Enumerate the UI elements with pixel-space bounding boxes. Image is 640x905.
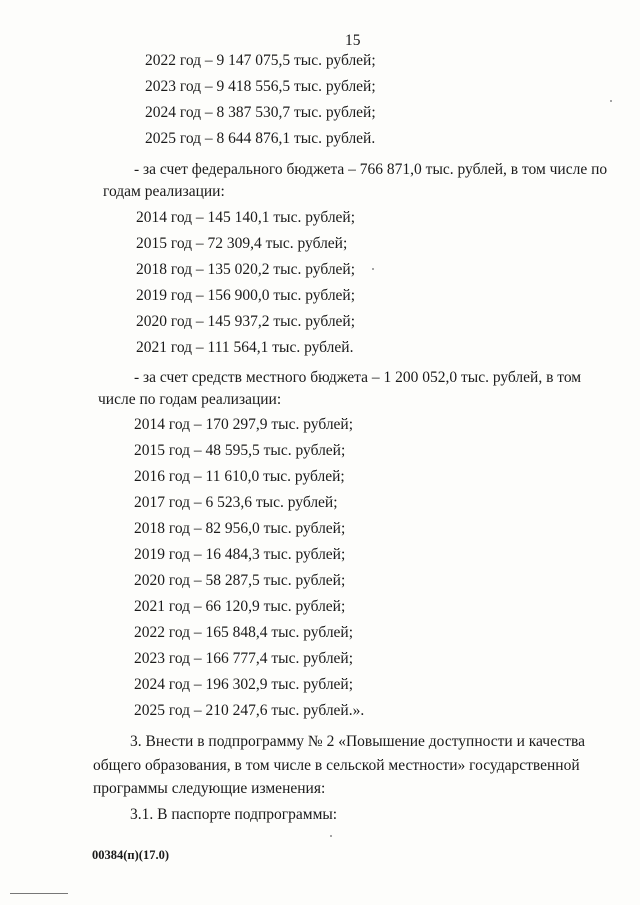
text-line: 2024 год – 8 387 530,7 тыс. рублей; [145, 104, 376, 121]
scan-speck [610, 100, 612, 102]
page-number: 15 [345, 32, 361, 49]
text-line: 2018 год – 135 020,2 тыс. рублей; [136, 261, 356, 278]
text-line: - за счет средств местного бюджета – 1 200 052,0 тыс. рублей, в том [134, 369, 582, 386]
text-line: годам реализации: [103, 183, 225, 200]
text-line: 2021 год – 111 564,1 тыс. рублей. [136, 339, 354, 356]
text-line: 2021 год – 66 120,9 тыс. рублей; [134, 598, 346, 615]
text-line: 2024 год – 196 302,9 тыс. рублей; [134, 676, 354, 693]
text-line: 2023 год – 9 418 556,5 тыс. рублей; [145, 78, 376, 95]
text-line: общего образования, в том числе в сельской местности» государственной [93, 757, 580, 774]
text-line: 2015 год – 72 309,4 тыс. рублей; [136, 235, 348, 252]
text-line: 3.1. В паспорте подпрограммы: [130, 806, 338, 823]
text-line: 2014 год – 170 297,9 тыс. рублей; [134, 416, 354, 433]
scan-speck [372, 268, 374, 270]
text-line: 2019 год – 156 900,0 тыс. рублей; [136, 287, 356, 304]
text-line: 2020 год – 58 287,5 тыс. рублей; [134, 572, 346, 589]
document-code: 00384(п)(17.0) [92, 848, 169, 862]
text-line: числе по годам реализации: [98, 391, 282, 408]
text-line: 3. Внести в подпрограмму № 2 «Повышение доступности и качества [130, 733, 586, 750]
text-line: 2025 год – 210 247,6 тыс. рублей.». [134, 702, 365, 719]
text-line: программы следующие изменения: [93, 780, 326, 797]
text-line: 2023 год – 166 777,4 тыс. рублей; [134, 650, 354, 667]
text-line: 2019 год – 16 484,3 тыс. рублей; [134, 546, 346, 563]
scan-artifact [10, 893, 68, 894]
text-line: - за счет федерального бюджета – 766 871,0 тыс. рублей, в том числе по [134, 161, 608, 178]
scan-speck [330, 835, 332, 837]
text-line: 2018 год – 82 956,0 тыс. рублей; [134, 520, 346, 537]
text-line: 2022 год – 165 848,4 тыс. рублей; [134, 624, 354, 641]
text-line: 2020 год – 145 937,2 тыс. рублей; [136, 313, 356, 330]
text-line: 2022 год – 9 147 075,5 тыс. рублей; [145, 52, 376, 69]
text-line: 2016 год – 11 610,0 тыс. рублей; [134, 468, 345, 485]
text-line: 2025 год – 8 644 876,1 тыс. рублей. [145, 130, 376, 147]
text-line: 2014 год – 145 140,1 тыс. рублей; [136, 209, 356, 226]
text-line: 2015 год – 48 595,5 тыс. рублей; [134, 442, 346, 459]
text-line: 2017 год – 6 523,6 тыс. рублей; [134, 494, 338, 511]
